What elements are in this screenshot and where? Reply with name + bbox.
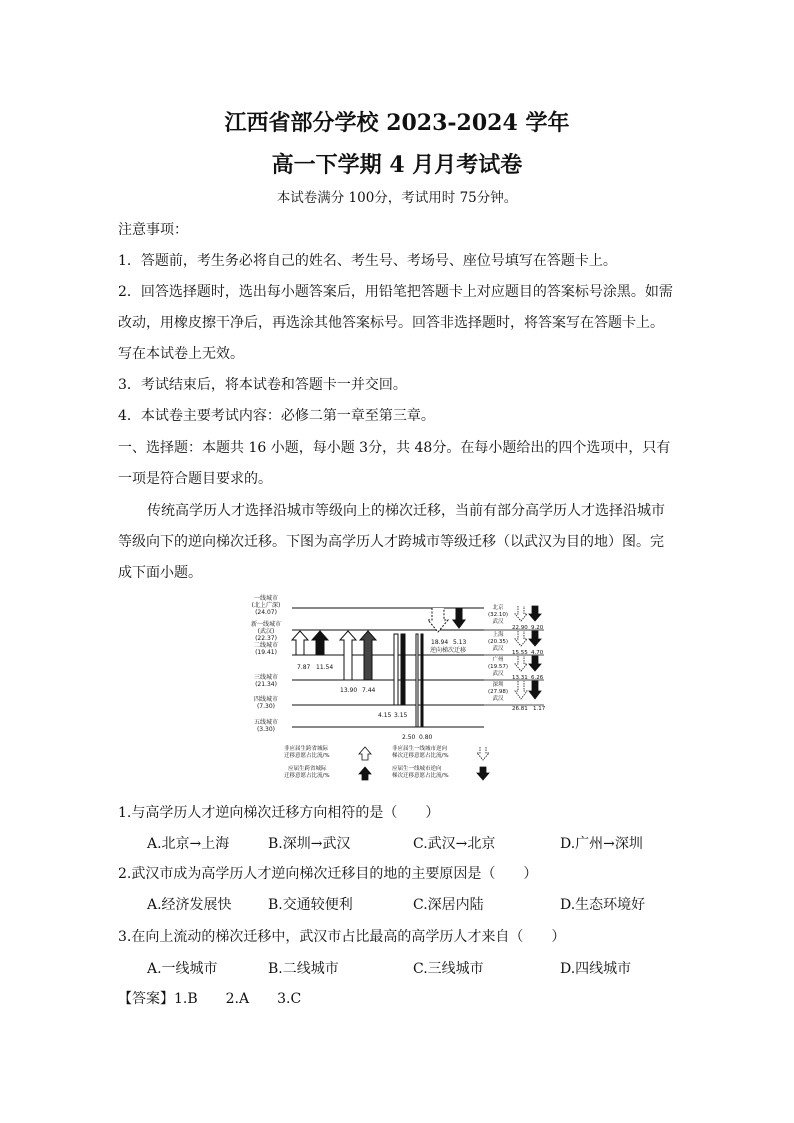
question-2: 2.武汉市成为高学历人才逆向梯次迁移目的地的主要原因是（ ） xyxy=(118,866,538,882)
right-dest-3: 武汉 xyxy=(492,671,504,677)
tier-2-sub: (武汉) xyxy=(257,628,275,635)
right-dest-2: 武汉 xyxy=(492,646,504,652)
tier-6-val: (3.30) xyxy=(256,726,276,733)
section-heading-line1: 一、选择题：本题共 16 小题，每小题 3分，共 48分。在每小题给出的四个选项中，只有 xyxy=(118,440,671,456)
bar-label-9: 18.94 xyxy=(431,639,449,646)
legend-down-solid-icon xyxy=(477,767,489,780)
q1-option-a: A.北京→上海 xyxy=(147,836,230,852)
bar-label-1: 7.87 xyxy=(297,664,311,671)
note-2-line1: 2．回答选择题时，选出每小题答案后，用铅笔把答题卡上对应题目的答案标号涂黑。如需 xyxy=(118,284,673,300)
note-2-line2: 改动，用橡皮擦干净后，再选涂其他答案标号。回答非选择题时，将答案写在答题卡上。 xyxy=(118,315,664,331)
legend-a1: 非应届生跨省城际 xyxy=(284,746,329,752)
answer-key: 【答案】1.B 2.A 3.C xyxy=(118,991,302,1007)
q3-option-a: A.一线城市 xyxy=(147,961,218,977)
tier-1-val: (24.07) xyxy=(255,609,277,616)
note-4: 4．本试卷主要考试内容：必修二第一章至第三章。 xyxy=(118,408,435,424)
exam-title: 江西省部分学校 2023-2024 学年 xyxy=(224,110,570,136)
tier-5-val: (7.30) xyxy=(256,703,276,710)
migration-figure xyxy=(244,595,564,795)
intro-line2: 等级向下的逆向梯次迁移。下图为高学历人才跨城市等级迁移（以武汉为目的地）图。完 xyxy=(118,534,664,550)
q2-option-a: A.经济发展快 xyxy=(147,897,232,913)
question-3: 3.在向上流动的梯次迁移中，武汉市占比最高的高学历人才来自（ ） xyxy=(118,929,566,945)
right-val-3: (19.57) xyxy=(487,664,509,670)
legend-down-hollow-icon xyxy=(477,747,489,760)
notes-heading: 注意事项： xyxy=(118,222,188,238)
legend-b2: 迁移意愿占比流/% xyxy=(284,773,330,779)
section-heading-line2: 一项是符合题目要求的。 xyxy=(118,471,272,487)
bar-label-6: 3.15 xyxy=(394,712,408,719)
right-dest-1: 武汉 xyxy=(492,619,504,625)
tier-2-val: (22.37) xyxy=(255,635,277,642)
note-3: 3．考试结束后，将本试卷和答题卡一并交回。 xyxy=(118,377,407,393)
right-v1-3: 13.31 xyxy=(512,675,528,681)
legend-d2: 梯次迁移意愿占比流/% xyxy=(392,773,449,779)
tier-4-name: 三线城市 xyxy=(253,674,279,681)
note-1: 1．答题前，考生务必将自己的姓名、考生号、考场号、座位号填写在答题卡上。 xyxy=(118,253,617,269)
right-city-4: 深圳 xyxy=(492,682,504,688)
right-v2-4: 1.17 xyxy=(533,706,546,712)
q1-option-b: B.深圳→武汉 xyxy=(268,836,351,852)
right-v2-1: 9.20 xyxy=(531,625,544,631)
right-val-4: (27.98) xyxy=(487,689,509,695)
q2-option-b: B.交通较便利 xyxy=(268,897,353,913)
right-val-1: (32.10) xyxy=(487,612,509,618)
tier-1-sub: (北上广深) xyxy=(251,602,281,609)
legend-up-hollow-icon xyxy=(359,747,371,760)
q3-option-c: C.三线城市 xyxy=(413,961,484,977)
intro-line1: 传统高学历人才选择沿城市等级向上的梯次迁移，当前有部分高学历人才选择沿城市 xyxy=(147,503,665,519)
reverse-label: 逆向梯次迁移 xyxy=(430,647,467,654)
right-v2-3: 6.26 xyxy=(531,675,544,681)
bar-label-10: 5.13 xyxy=(453,639,467,646)
exam-info: 本试卷满分 100分，考试用时 75分钟。 xyxy=(276,190,518,206)
right-v1-1: 22.90 xyxy=(512,625,528,631)
right-city-3: 广州 xyxy=(492,657,504,663)
bar-label-8: 0.80 xyxy=(419,734,433,741)
tier-2-name: 新一线城市 xyxy=(250,621,282,628)
bar-label-5: 4.15 xyxy=(378,712,392,719)
legend-b1: 应届生跨省城际 xyxy=(288,766,327,772)
question-1: 1.与高学历人才逆向梯次迁移方向相符的是（ ） xyxy=(118,805,440,821)
tier-3-val: (19.41) xyxy=(255,649,277,656)
bar-label-7: 2.50 xyxy=(402,734,416,741)
legend-up-solid-icon xyxy=(359,767,371,780)
q1-option-d: D.广州→深圳 xyxy=(560,836,643,852)
note-2-line3: 写在本试卷上无效。 xyxy=(118,346,244,362)
legend-c2: 梯次迁移意愿占比流/% xyxy=(392,753,449,759)
legend-c1: 非应届生一线城市逆向 xyxy=(392,746,448,752)
exam-subtitle: 高一下学期 4 月月考试卷 xyxy=(271,152,523,178)
bar-label-3: 13.90 xyxy=(340,687,358,694)
bar-label-2: 11.54 xyxy=(316,664,334,671)
legend-d1: 应届生一线城市逆向 xyxy=(392,766,442,772)
bar-label-4: 7.44 xyxy=(362,687,376,694)
q2-option-c: C.深居内陆 xyxy=(413,897,484,913)
q3-option-d: D.四线城市 xyxy=(560,961,632,977)
intro-line3: 成下面小题。 xyxy=(118,565,202,581)
q3-option-b: B.二线城市 xyxy=(268,961,339,977)
right-v1-2: 15.55 xyxy=(512,650,528,656)
tier-3-name: 二线城市 xyxy=(253,642,279,649)
tier-1-name: 一线城市 xyxy=(253,595,279,602)
legend-a2: 迁移意愿占比流/% xyxy=(284,753,330,759)
right-city-2: 上海 xyxy=(492,632,504,638)
tier-6-name: 五线城市 xyxy=(253,719,279,726)
right-dest-4: 武汉 xyxy=(492,696,504,702)
tier-5-name: 四线城市 xyxy=(253,696,279,703)
right-val-2: (20.35) xyxy=(487,639,509,645)
right-city-1: 北京 xyxy=(492,605,504,611)
tier-4-val: (21.34) xyxy=(255,681,277,688)
right-v2-2: 4.70 xyxy=(531,650,544,656)
q1-option-c: C.武汉→北京 xyxy=(413,836,496,852)
q2-option-d: D.生态环境好 xyxy=(560,897,646,913)
right-v1-4: 26.81 xyxy=(512,706,528,712)
